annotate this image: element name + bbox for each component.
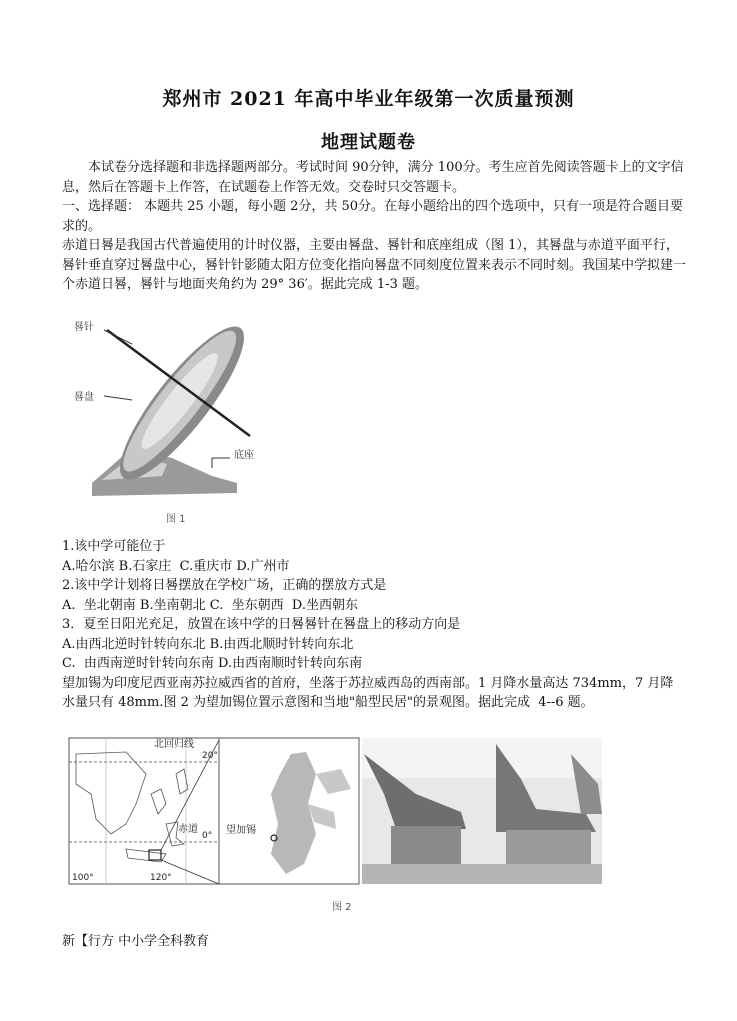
figure-2-caption: 图 2 (332, 902, 352, 913)
lat-20-label: 20° (202, 751, 218, 761)
regional-map (69, 738, 219, 884)
lon-120-label: 120° (150, 873, 172, 883)
question-3-options-a: A.由西北逆时针转向东北 B.由西北顺时针转向东北 (62, 636, 354, 652)
figure-2 (66, 734, 614, 918)
figure-1-sundial (62, 308, 292, 530)
label-dial: 晷盘 (74, 392, 94, 403)
footer-watermark: 新【行方 中小学全科教育 (62, 934, 210, 949)
question-1-stem: 1.该中学可能位于 (62, 539, 166, 554)
instructions-text: 本试卷分选择题和非选择题两部分。考试时间 90分钟，满分 100分。考生应首先阅读答题卡上的文字信息，然后在答题卡上作答，在试题卷上作答无效。交卷时只交答题卡。 (62, 160, 684, 195)
lon-100-label: 100° (72, 873, 94, 883)
passage-1: 赤道日晷是我国古代普遍使用的计时仪器，主要由晷盘、晷针和底座组成（图 1），其晷盘与赤道平面平行，晷针垂直穿过晷盘中心，晷针针影随太阳方位变化指向晷盘不同刻度位置来表示不同时刻。我国某中学拟建一个赤道日晷，晷针与地面夹角约为 29° 36′。据此完成 1-3 题。 (62, 238, 687, 292)
question-3-options-b: C. 由西南逆时针转向东南 D.由西南顺时针转向东南 (62, 656, 363, 671)
section-heading: 一、选择题： 本题共 25 小题，每小题 2分，共 50分。在每小题给出的四个选项中，只有一项是符合题目要求的。 (62, 199, 684, 234)
question-1-options: A.哈尔滨 B.石家庄 C.重庆市 D.广州市 (62, 558, 290, 574)
makassar-label: 望加锡 (226, 825, 256, 836)
intro-section (62, 158, 686, 295)
label-needle: 晷针 (74, 322, 94, 333)
lat-0-label: 0° (202, 831, 213, 841)
questions-section (62, 537, 686, 713)
figure-1-caption: 图 1 (166, 514, 186, 525)
question-3-stem: 3．夏至日阳光充足，放置在该中学的日晷晷针在晷盘上的移动方向是 (62, 617, 461, 632)
tropic-label: 北回归线 (154, 739, 194, 750)
exam-subtitle: 地理试题卷 (321, 132, 416, 153)
passage-2: 望加锡为印度尼西亚南苏拉威西省的首府，坐落于苏拉威西岛的西南部。1 月降水量高达 734mm，7 月降水量只有 48mm.图 2 为望加锡位置示意图和当地"船型民居"的景观图。据此完成 4--6 题。 (62, 675, 674, 710)
question-2-stem: 2.该中学计划将日晷摆放在学校广场，正确的摆放方式是 (62, 578, 387, 593)
label-base: 底座 (234, 450, 254, 461)
equator-label: 赤道 (178, 824, 198, 835)
exam-title: 郑州市 2021 年高中毕业年级第一次质量预测 (162, 88, 575, 110)
question-2-options: A. 坐北朝南 B.坐南朝北 C. 坐东朝西 D.坐西朝东 (62, 597, 358, 613)
